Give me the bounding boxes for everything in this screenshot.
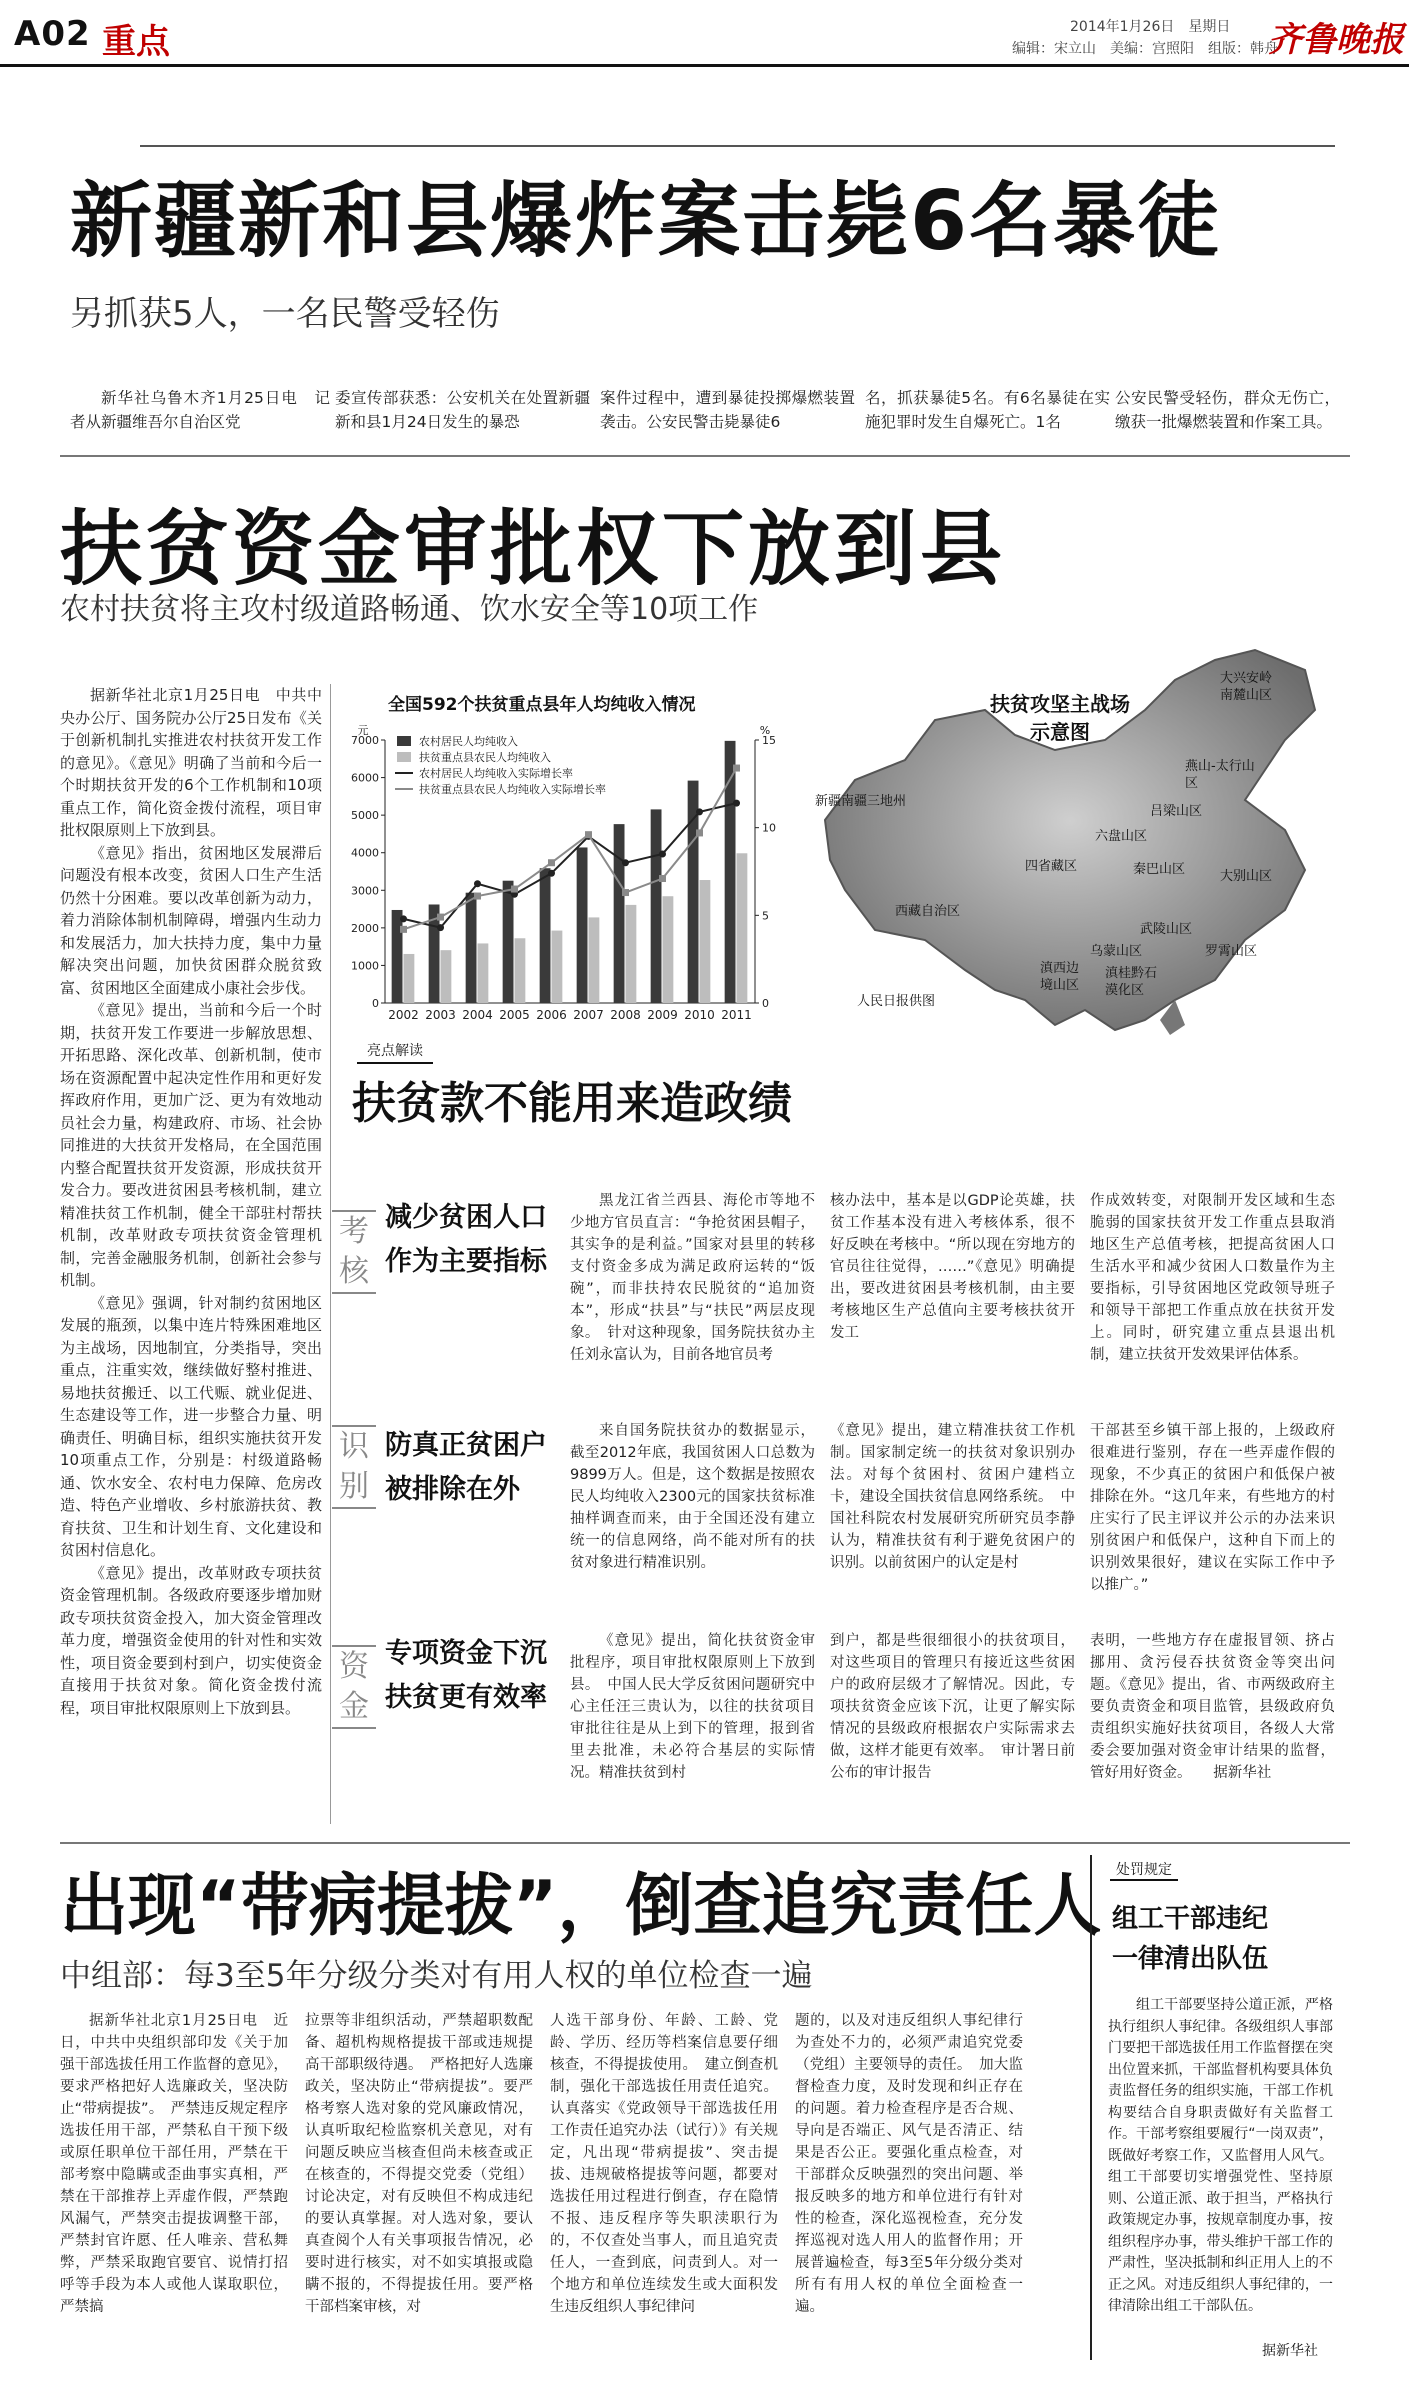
point-key-county-growth bbox=[622, 889, 629, 896]
y-tick-label-left: 4000 bbox=[351, 846, 379, 860]
sidebar-title: 组工干部违纪 一律清出队伍 bbox=[1112, 1904, 1269, 1974]
map-label: 新疆南疆三地州 bbox=[815, 794, 907, 809]
chart-svg bbox=[340, 718, 810, 1038]
legend-swatch bbox=[397, 752, 411, 762]
point-rural-growth bbox=[622, 859, 629, 866]
masthead-rule-thin bbox=[140, 145, 1335, 147]
bar-key-county-income bbox=[700, 880, 711, 1003]
story1-col-4: 名，抓获暴徒5名。有6名暴徒在实施犯罪时发生自爆死亡。1名 bbox=[865, 389, 1110, 431]
point-key-county-growth bbox=[511, 886, 518, 893]
story1-headline: 新疆新和县爆炸案击毙6名暴徒 bbox=[70, 174, 1222, 269]
legend-label: 扶贫重点县农民人均纯收入 bbox=[419, 751, 551, 764]
legend-swatch bbox=[397, 736, 411, 746]
bar-key-county-income bbox=[626, 905, 637, 1003]
map-label: 大别山区 bbox=[1220, 869, 1273, 884]
page-number: A02 bbox=[14, 14, 91, 54]
funds-col-3: 表明，一些地方存在虚报冒领、挤占挪用、贪污侵吞扶贫资金等突出问题。《意见》提出，省、市两级政府主要负责资金和项目监管，县级政府负责组织实施好扶贫项目，各级人大常委会要加强对资金审计结果的监督，管好用好资金。 据新华社 bbox=[1090, 1633, 1335, 1781]
y-axis-label-right: % bbox=[759, 724, 771, 737]
point-key-county-growth bbox=[733, 765, 740, 772]
y-tick-label-left: 0 bbox=[372, 997, 379, 1010]
story1-col-1: 新华社乌鲁木齐1月25日电 记者从新疆维吾尔自治区党 bbox=[70, 389, 330, 431]
sidebar-body: 组工干部要坚持公道正派，严格执行组织人事纪律。各级组织人事部门要把干部选拔任用工作监督摆在突出位置来抓，干部监督机构要具体负责监督任务的组织实施，干部工作机构要结合自身职责做好有关监督工作。干部考察组要履行“一岗双责”，既做好考察工作，又监督用人风气。组工干部要切实增强党性、坚持原则、公道正派、敢于担当，严格执行政策规定办事，按规章制度办事，按组织程序办事，带头维护干部工作的严肃性，坚决抵制和纠正用人上的不正之风。对违反组织人事纪律的，一律清除出组工干部队伍。 bbox=[1108, 1997, 1333, 2314]
issue-date: 2014年1月26日 星期日 bbox=[1070, 19, 1231, 35]
map-label: 四省藏区 bbox=[1025, 859, 1078, 874]
bar-key-county-income bbox=[441, 950, 452, 1003]
bar-key-county-income bbox=[478, 943, 489, 1003]
legend-label: 农村居民人均纯收入 bbox=[419, 735, 518, 748]
story2-left-column: 据新华社北京1月25日电 中共中央办公厅、国务院办公厅25日发布《关于创新机制扎实推进农村扶贫开发工作的意见》。《意见》明确了当前和今后一个时期扶贫开发的6个工作机制和10项重点工作，简化资金拨付流程，项目审批权限原则上下放到县。 《意见》指出，贫困地区发展滞后问题没有根本改变，贫困人口生产生活仍然十分困难。要以改革创新为动力，着力消除体制机制障碍，增强内生动力和发展活力，加大扶持力度，集中力量解决突出问题，加快贫困群众脱贫致富、贫困地区全面建成小康社会步伐。 《意见》提出，当前和今后一个时期，扶贫开发工作要进一步解放思想、开拓思路、深化改革、创新机制，使市场在资源配置中起决定性作用和更好发挥政府作用，更加广泛、更为有效地动员社会力量，构建政府、市场、社会协同推进的大扶贫开发格局，在全国范围内整合配置扶贫开发资源，形成扶贫开发合力。要改进贫困县考核机制，建立精准扶贫工作机制，健全干部驻村帮扶机制，改革财政专项扶贫资金管理机制，完善金融服务机制，创新社会参与机制。 《意见》强调，针对制约贫困地区发展的瓶颈，以集中连片特殊困难地区为主战场，因地制宜，分类指导，突出重点，注重实效，继续做好整村推进、易地扶贫搬迁、以工代赈、就业促进、生态建设等工作，进一步整合力量、明确责任、明确目标，组织实施扶贫开发10项重点工作，分别是：村级道路畅通、饮水安全、农村电力保障、危房改造、特色产业增收、乡村旅游扶贫、教育扶贫、卫生和计划生育、文化建设和贫困村信息化。 《意见》提出，改革财政专项扶贫资金管理机制。各级政府要逐步增加财政专项扶贫资金投入，加大资金管理改革力度，增强资金使用的针对性和实效性，项目资金要到村到户，切实使资金直接用于扶贫对象。简化资金拨付流程，项目审批权限原则上下放到县。 bbox=[60, 686, 322, 1717]
x-tick-label: 2010 bbox=[684, 1008, 715, 1022]
point-rural-growth bbox=[733, 800, 740, 807]
identification-col-3: 干部甚至乡镇干部上报的，上级政府很难进行鉴别，存在一些弄虚作假的现象，不少真正的贫困户和低保户被排除在外。“这几年来，有些地方的村庄实行了民主评议并公示的办法来识别贫困户和低保户，这种自下而上的识别效果很好，建议在实际工作中予以推广。” bbox=[1090, 1423, 1335, 1593]
story1-col-3: 案件过程中，遭到暴徒投掷爆燃装置袭击。公安民警击毙暴徒6 bbox=[600, 389, 855, 431]
point-key-county-growth bbox=[548, 859, 555, 866]
map-label: 燕山-太行山区 bbox=[1185, 759, 1255, 791]
story3-col-3: 人选干部身份、年龄、工龄、党龄、学历、经历等档案信息要仔细核查，不得提拔使用。 建立倒查机制，强化干部选拔任用责任追究。认真落实《党政领导干部选拔任用工作责任追究办法（试行）》有关规定，凡出现“带病提拔”、突击提拔、违规破格提拔等问题，都要对选拔任用过程进行倒查，存在隐情不报、违反程序等失职渎职行为的，不仅查处当事人，而且追究责任人，一查到底，问责到人。对一个地方和单位连续发生或大面积发生违反组织人事纪律问 bbox=[550, 2013, 778, 2315]
bar-key-county-income bbox=[737, 853, 748, 1003]
bar-key-county-income bbox=[552, 931, 563, 1003]
story2-headline: 扶贫资金审批权下放到县 bbox=[60, 502, 1007, 597]
sidebar-source: 据新华社 bbox=[1262, 2343, 1318, 2359]
y-tick-label-left: 2000 bbox=[351, 921, 379, 935]
assessment-col-1: 黑龙江省兰西县、海伦市等地不少地方官员直言：“争抢贫困县帽子，其实争的是利益。”国家对县里的转移支付资金多成为满足政府运转的“饭碗”，而非扶持农民脱贫的“追加资本”，形成“扶县”与“扶民”两层皮现象。 针对这种现象，国务院扶贫办主任刘永富认为，目前各地官员考 bbox=[570, 1193, 815, 1363]
point-rural-growth bbox=[437, 924, 444, 931]
map-label: 滇桂黔石漠化区 bbox=[1105, 966, 1158, 998]
point-key-county-growth bbox=[400, 926, 407, 933]
map-label: 大兴安岭南麓山区 bbox=[1220, 671, 1273, 703]
section-title-assessment: 减少贫困人口 作为主要指标 bbox=[385, 1202, 547, 1277]
masthead-rule bbox=[0, 64, 1409, 67]
discipline-sidebar bbox=[1090, 1855, 1337, 2360]
story3-col-1: 据新华社北京1月25日电 近日，中共中央组织部印发《关于加强干部选拔任用工作监督的意见》，要求严格把好人选廉政关，坚决防止“带病提拔”。 严禁违反规定程序选拔任用干部，严禁私自干预下级或原任职单位干部任用，严禁在干部考察中隐瞒或歪曲事实真相，严禁在干部推荐上弄虚作假，严禁跑风漏气，严禁突击提拔调整干部，严禁封官许愿、任人唯亲、营私舞弊，严禁采取跑官要官、说情打招呼等手段为本人或他人谋取职位，严禁搞 bbox=[60, 2013, 288, 2315]
assessment-col-3: 作成效转变，对限制开发区域和生态脆弱的国家扶贫开发工作重点县取消地区生产总值考核，把提高贫困人口生活水平和减少贫困人口数量作为主要指标，引导贫困地区党政领导班子和领导干部把工作重点放在扶贫开发上。同时，研究建立重点县退出机制，建立扶贫开发效果评估体系。 bbox=[1090, 1193, 1335, 1363]
x-tick-label: 2006 bbox=[536, 1008, 567, 1022]
bar-rural-income bbox=[540, 868, 551, 1003]
story3-col-2: 拉票等非组织活动，严禁超职数配备、超机构规格提拔干部或违规提高干部职级待遇。 严格把好人选廉政关，坚决防止“带病提拔”。要严格考察人选对象的党风廉政情况，认真听取纪检监察机关意见，对有问题反映应当核查但尚未核查或正在核查的，不得提交党委（党组）讨论决定，对有反映但不构成违纪的要认真掌握。对人选对象，要认真查阅个人有关事项报告情况，必要时进行核实，对不如实填报或隐瞒不报的，不得提拔任用。要严格干部档案审核，对 bbox=[305, 2013, 533, 2315]
bar-key-county-income bbox=[404, 954, 415, 1003]
legend-label: 扶贫重点县农民人均纯收入实际增长率 bbox=[419, 783, 606, 796]
point-rural-growth bbox=[548, 870, 555, 877]
y-tick-label-left: 3000 bbox=[351, 884, 379, 898]
tag-funds: 资 金 bbox=[332, 1645, 376, 1729]
x-tick-label: 2007 bbox=[573, 1008, 604, 1022]
bar-rural-income bbox=[503, 881, 514, 1003]
bar-rural-income bbox=[466, 893, 477, 1003]
highlights-label: 亮点解读 bbox=[357, 1038, 433, 1064]
point-key-county-growth bbox=[696, 829, 703, 836]
story3-headline: 出现“带病提拔”，倒查追究责任人 bbox=[60, 1867, 1102, 1946]
paper-logo: 齐鲁晚报 bbox=[1268, 20, 1404, 60]
funds-col-1: 《意见》提出，简化扶贫资金审批程序，项目审批权限原则上下放到县。 中国人民大学反贫困问题研究中心主任汪三贵认为，以往的扶贫项目审批往往是从上到下的管理，报到省里去批准，未必符合基层的实际情况。精准扶贫到村 bbox=[570, 1633, 815, 1781]
story1-subhead: 另抓获5人，一名民警受轻伤 bbox=[70, 294, 500, 334]
section-title-identification: 防真正贫困户 被排除在外 bbox=[385, 1430, 547, 1505]
bar-rural-income bbox=[651, 809, 662, 1003]
map-label: 吕梁山区 bbox=[1150, 804, 1203, 819]
section-name: 重点 bbox=[102, 22, 170, 62]
income-chart bbox=[340, 690, 810, 1020]
point-key-county-growth bbox=[585, 831, 592, 838]
funds-col-2: 到户，都是些很细很小的扶贫项目，对这些项目的管理只有接近这些贫困户的政府层级才了解情况。因此，专项扶贫资金应该下沉，让更了解实际情况的县级政府根据农户实际需求去做，这样才能更有效率。 审计署日前公布的审计报告 bbox=[830, 1633, 1075, 1781]
map-title: 扶贫攻坚主战场 示意图 bbox=[990, 692, 1130, 744]
point-key-county-growth bbox=[474, 893, 481, 900]
map-label: 六盘山区 bbox=[1095, 829, 1148, 844]
y-tick-label-left: 1000 bbox=[351, 959, 379, 973]
bar-key-county-income bbox=[663, 896, 674, 1003]
story1-col-5: 公安民警受轻伤，群众无伤亡，缴获一批爆燃装置和作案工具。 bbox=[1115, 389, 1340, 431]
x-tick-label: 2004 bbox=[462, 1008, 493, 1022]
x-tick-label: 2009 bbox=[647, 1008, 678, 1022]
bar-key-county-income bbox=[515, 938, 526, 1003]
chart-title: 全国592个扶贫重点县年人均纯收入情况 bbox=[388, 695, 696, 715]
x-tick-label: 2005 bbox=[499, 1008, 530, 1022]
map-label: 西藏自治区 bbox=[895, 904, 961, 919]
story2-subhead: 农村扶贫将主攻村级道路畅通、饮水安全等10项工作 bbox=[60, 592, 759, 627]
assessment-col-2: 核办法中，基本是以GDP论英雄，扶贫工作基本没有进入考核体系，很不好反映在考核中。“所以现在穷地方的官员往往觉得，……”《意见》明确提出，要改进贫困县考核机制，由主要考核地区生产总值向主要考核扶贫开发工 bbox=[830, 1193, 1075, 1341]
tag-identification: 识 别 bbox=[332, 1425, 376, 1509]
bar-rural-income bbox=[577, 847, 588, 1003]
column-divider bbox=[330, 684, 331, 1824]
point-rural-growth bbox=[696, 808, 703, 815]
x-tick-label: 2002 bbox=[388, 1008, 419, 1022]
point-key-county-growth bbox=[437, 914, 444, 921]
y-tick-label-right: 0 bbox=[762, 997, 769, 1010]
point-rural-growth bbox=[474, 880, 481, 887]
bar-rural-income bbox=[614, 824, 625, 1003]
x-tick-label: 2008 bbox=[610, 1008, 641, 1022]
story1-col-2: 委宣传部获悉：公安机关在处置新疆新和县1月24日发生的暴恐 bbox=[335, 389, 590, 431]
identification-col-1: 来自国务院扶贫办的数据显示，截至2012年底，我国贫困人口总数为9899万人。但是，这个数据是按照农民人均纯收入2300元的国家扶贫标准抽样调查而来，由于全国还没有建立统一的信息网络，尚不能对所有的扶贫对象进行精准识别。 bbox=[570, 1423, 815, 1571]
legend-label: 农村居民人均纯收入实际增长率 bbox=[419, 767, 573, 780]
point-rural-growth bbox=[659, 850, 666, 857]
bar-key-county-income bbox=[589, 917, 600, 1003]
story-divider bbox=[60, 455, 1350, 457]
masthead bbox=[0, 0, 1409, 70]
editor-credits: 编辑：宋立山 美编：宫照阳 组版：韩舟 bbox=[1012, 41, 1278, 57]
map-label: 滇西边境山区 bbox=[1040, 961, 1080, 993]
map-label: 武陵山区 bbox=[1140, 922, 1193, 937]
map-credit: 人民日报供图 bbox=[857, 994, 936, 1009]
y-axis-label-left: 元 bbox=[357, 724, 369, 737]
section-title-funds: 专项资金下沉 扶贫更有效率 bbox=[385, 1638, 547, 1713]
y-tick-label-left: 6000 bbox=[351, 771, 379, 785]
bar-rural-income bbox=[392, 910, 403, 1003]
map-label: 秦巴山区 bbox=[1133, 862, 1186, 877]
point-key-county-growth bbox=[659, 875, 666, 882]
map-label: 乌蒙山区 bbox=[1090, 944, 1143, 959]
map-label: 罗霄山区 bbox=[1205, 944, 1258, 959]
story3-subhead: 中组部：每3至5年分级分类对有用人权的单位检查一遍 bbox=[60, 1958, 813, 1994]
highlights-headline: 扶贫款不能用来造政绩 bbox=[352, 1078, 792, 1129]
poverty-map bbox=[815, 640, 1335, 1040]
x-tick-label: 2003 bbox=[425, 1008, 456, 1022]
y-tick-label-right: 5 bbox=[762, 909, 769, 923]
sidebar-label: 处罚规定 bbox=[1110, 1859, 1178, 1881]
y-tick-label-left: 7000 bbox=[351, 734, 379, 747]
identification-col-2: 《意见》提出，建立精准扶贫工作机制。国家制定统一的扶贫对象识别办法。对每个贫困村、贫困户建档立卡，建设全国扶贫信息网络系统。 中国社科院农村发展研究所研究员李静认为，精准扶贫有利于避免贫困户的识别。以前贫困户的认定是村 bbox=[830, 1423, 1075, 1571]
y-tick-label-right: 15 bbox=[762, 734, 776, 747]
point-rural-growth bbox=[400, 915, 407, 922]
y-tick-label-left: 5000 bbox=[351, 809, 379, 823]
story-divider bbox=[60, 1842, 1350, 1844]
y-tick-label-right: 10 bbox=[762, 821, 776, 835]
story3-col-4: 题的，以及对违反组织人事纪律行为查处不力的，必须严肃追究党委（党组）主要领导的责任。 加大监督检查力度，及时发现和纠正存在的问题。着力检查程序是否合规、导向是否端正、风气是否清正、结果是否公正。要强化重点检查，对干部群众反映强烈的突出问题、举报反映多的地方和单位进行有针对性的检查，深化巡视检查，充分发挥巡视对选人用人的监督作用；开展普遍检查，每3至5年分级分类对所有有用人权的单位全面检查一遍。 bbox=[795, 2013, 1023, 2315]
x-tick-label: 2011 bbox=[721, 1008, 752, 1022]
tag-assessment: 考 核 bbox=[332, 1210, 376, 1294]
